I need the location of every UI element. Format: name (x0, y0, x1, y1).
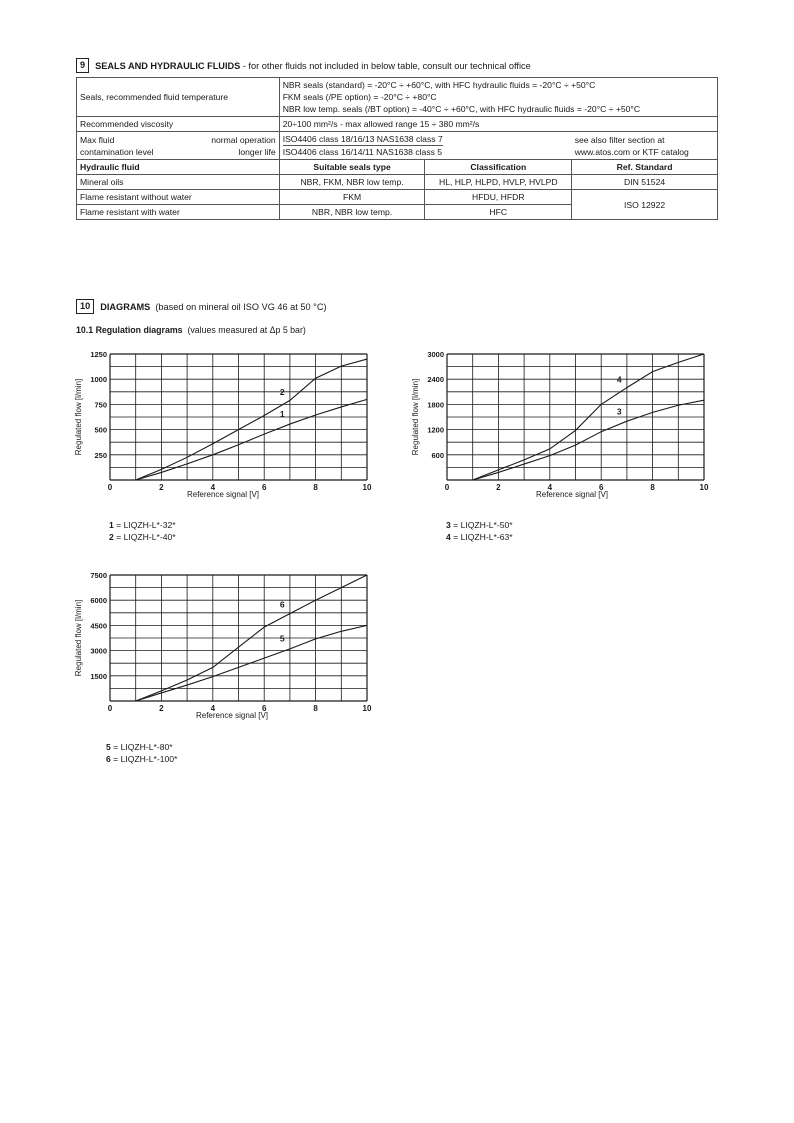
column-header: Classification (425, 160, 572, 175)
table-row (77, 175, 718, 190)
section-number: 10 (76, 299, 94, 314)
column-header: Suitable seals type (279, 160, 425, 175)
section-title: SEALS AND HYDRAULIC FLUIDS (95, 60, 241, 71)
legend-text: = LIQZH-L*-63* (450, 532, 513, 542)
series-label: 3 (616, 406, 622, 417)
y-tick-label: 3000 (427, 350, 444, 359)
x-tick-label: 2 (496, 483, 501, 492)
y-tick-label: 500 (94, 425, 107, 435)
seals-line: FKM seals (/PE option) = -20°C ÷ +80°C (282, 92, 437, 102)
x-tick-label: 0 (444, 483, 450, 492)
y-tick-label: 3000 (90, 646, 107, 656)
legend-item (109, 519, 176, 531)
y-tick-label: 2400 (427, 375, 444, 385)
legend-item (106, 753, 177, 765)
section-10-heading (76, 299, 327, 314)
seals-line: NBR low temp. seals (/BT option) = -40°C ÷ +60°C, with HFC hydraulic fluids = -20°C ÷ +50°C (282, 104, 641, 114)
legend-number: 6 (106, 754, 111, 764)
x-tick-label: 10 (362, 704, 372, 713)
y-tick-label: 4500 (90, 621, 107, 631)
legend-item (106, 741, 177, 753)
table-row (77, 117, 718, 132)
series-label: 4 (616, 374, 622, 385)
legend-number: 5 (106, 742, 111, 752)
table-cell: HFDU, HFDR (425, 190, 572, 205)
x-tick-label: 6 (261, 704, 267, 713)
y-tick-label: 1250 (90, 350, 107, 359)
filter-note-line: www.atos.com or KTF catalog (574, 146, 689, 157)
y-tick-label: 1500 (90, 671, 107, 681)
subsection-heading (76, 325, 306, 335)
legend-text: = LIQZH-L*-50* (450, 520, 513, 530)
x-axis-label: Reference signal [V] (195, 711, 269, 720)
x-tick-label: 2 (159, 704, 164, 713)
section-title: DIAGRAMS (100, 301, 151, 312)
legend-text: = LIQZH-L*-80* (110, 742, 173, 752)
table-cell: NBR, FKM, NBR low temp. (279, 175, 425, 190)
table-cell: HL, HLP, HLPD, HVLP, HVLPD (425, 175, 572, 190)
legend-item (446, 519, 513, 531)
longer-value: ISO4406 class 16/14/11 NAS1638 class 5 (282, 147, 443, 157)
series-label: 1 (279, 409, 285, 420)
regulation-chart-1 (70, 345, 380, 510)
section-number: 9 (76, 58, 89, 73)
subsection-note: (values measured at Δp 5 bar) (182, 325, 306, 335)
longer-life-label: longer life (238, 146, 276, 157)
series-label: 2 (279, 386, 285, 397)
y-tick-label: 1000 (90, 375, 107, 385)
x-tick-label: 0 (107, 704, 113, 713)
y-tick-label: 750 (94, 400, 107, 410)
x-tick-label: 2 (159, 483, 164, 492)
x-axis-label: Reference signal [V] (535, 490, 609, 499)
contamination-label-line: Max fluid (80, 134, 115, 145)
x-tick-label: 0 (107, 483, 113, 492)
contamination-values (279, 132, 572, 160)
legend-text: = LIQZH-L*-100* (110, 754, 178, 764)
chart-legend (109, 519, 176, 543)
x-tick-label: 6 (261, 483, 267, 492)
table-cell: Mineral oils (77, 175, 280, 190)
column-header: Ref. Standard (572, 160, 718, 175)
column-header: Hydraulic fluid (77, 160, 280, 175)
table-cell: FKM (279, 190, 425, 205)
x-tick-label: 4 (210, 483, 216, 492)
normal-operation-label: normal operation (211, 134, 276, 145)
legend-text: = LIQZH-L*-40* (113, 532, 176, 542)
viscosity-value: 20÷100 mm²/s - max allowed range 15 ÷ 380 mm²/s (279, 117, 717, 132)
section-subtitle: - for other fluids not included in below table, consult our technical office (240, 60, 531, 71)
series-line-2 (136, 359, 367, 480)
legend-number: 2 (109, 532, 114, 542)
series-line-3 (473, 400, 704, 480)
x-tick-label: 8 (650, 483, 655, 492)
y-tick-label: 1800 (427, 400, 444, 410)
table-cell: DIN 51524 (572, 175, 718, 190)
series-label: 6 (279, 599, 285, 610)
table-cell: ISO 12922 (572, 190, 718, 220)
table-cell: NBR, NBR low temp. (279, 205, 425, 220)
y-axis-label: Regulated flow [l/min] (74, 378, 83, 456)
x-tick-label: 8 (313, 704, 318, 713)
legend-number: 1 (109, 520, 114, 530)
table-cell: Flame resistant with water (77, 205, 280, 220)
y-axis-label: Regulated flow [l/min] (74, 599, 83, 677)
contamination-label-line: contamination level (80, 146, 154, 157)
section-9-heading (76, 58, 531, 73)
y-tick-label: 7500 (90, 571, 107, 580)
filter-note (572, 132, 718, 160)
filter-note-line: see also filter section at (574, 134, 665, 145)
series-label: 5 (279, 633, 285, 644)
x-tick-label: 4 (210, 704, 216, 713)
regulation-chart-2 (410, 345, 720, 515)
series-line-1 (136, 399, 367, 480)
table-cell: HFC (425, 205, 572, 220)
y-tick-label: 1200 (427, 425, 444, 435)
table-header-row (77, 160, 718, 175)
y-tick-label: 250 (94, 450, 107, 460)
seals-label: Seals, recommended fluid temperature (77, 78, 280, 117)
x-tick-label: 8 (313, 483, 318, 492)
legend-number: 3 (446, 520, 451, 530)
x-tick-label: 6 (598, 483, 604, 492)
table-cell: Flame resistant without water (77, 190, 280, 205)
x-axis-label: Reference signal [V] (186, 490, 260, 499)
viscosity-label: Recommended viscosity (77, 117, 280, 132)
chart-legend (446, 519, 513, 543)
seals-values (279, 78, 717, 117)
y-tick-label: 600 (431, 450, 444, 460)
seals-line: NBR seals (standard) = -20°C ÷ +60°C, with HFC hydraulic fluids = -20°C ÷ +50°C (282, 80, 596, 90)
table-row (77, 78, 718, 117)
table-row (77, 132, 718, 160)
x-tick-label: 10 (699, 483, 709, 492)
subsection-title: 10.1 Regulation diagrams (76, 325, 183, 335)
legend-item (109, 531, 176, 543)
y-axis-label: Regulated flow [l/min] (411, 378, 420, 456)
fluids-table (76, 77, 718, 220)
section-subtitle: (based on mineral oil ISO VG 46 at 50 °C) (150, 301, 327, 312)
x-tick-label: 4 (547, 483, 553, 492)
table-row (77, 190, 718, 205)
legend-number: 4 (446, 532, 451, 542)
chart-legend (106, 741, 177, 765)
normal-value: ISO4406 class 18/16/13 NAS1638 class 7 (282, 134, 443, 144)
contamination-label (77, 132, 280, 160)
y-tick-label: 6000 (90, 596, 107, 606)
legend-text: = LIQZH-L*-32* (113, 520, 176, 530)
legend-item (446, 531, 513, 543)
regulation-chart-3 (70, 566, 380, 736)
x-tick-label: 10 (362, 483, 372, 492)
